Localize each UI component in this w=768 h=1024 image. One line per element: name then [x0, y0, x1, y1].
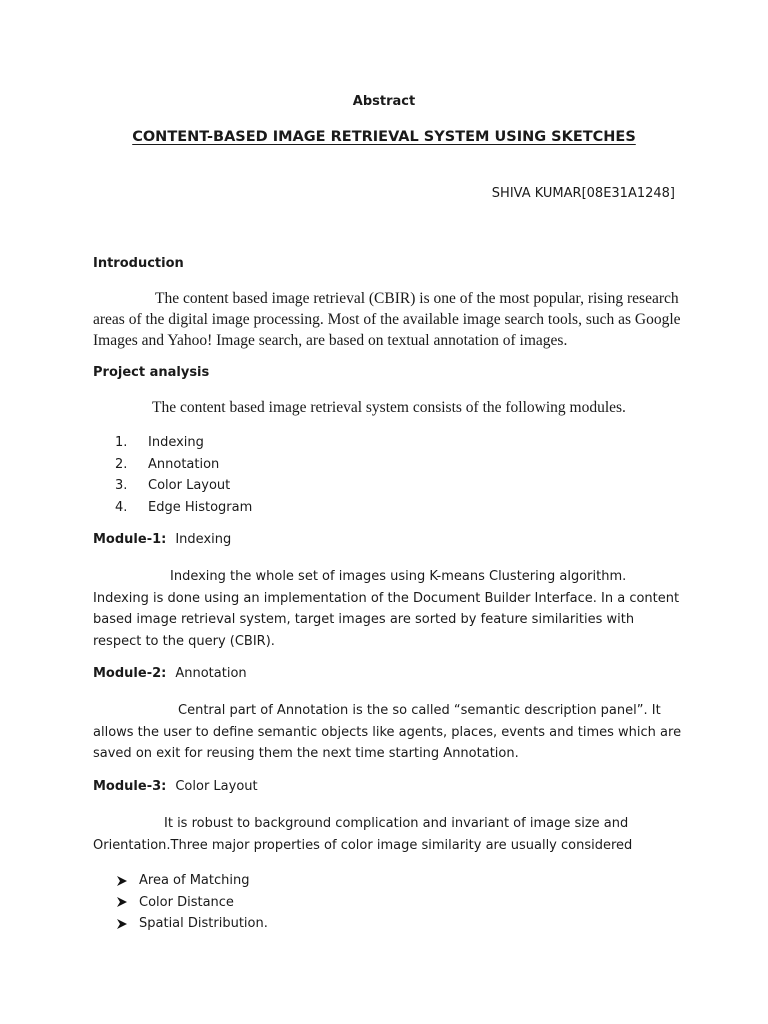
module-1-paragraph: Indexing the whole set of images using K-means Clustering algorithm. Indexing is done using an implementation of the Document Builder Interface. In a content based image retrieval system, target images are sorted by feature similarities with respect to the query (CBIR). [93, 569, 680, 649]
list-item: 1. Indexing [115, 435, 204, 450]
introduction-paragraph: The content based image retrieval (CBIR) is one of the most popular, rising research areas of the digital image processing. Most of the available image search tools, such as Google Images and Yahoo! Image search, are based on textual annotation of images. [93, 290, 681, 350]
arrow-bullet-icon [116, 875, 139, 887]
project-analysis-paragraph: The content based image retrieval system consists of the following modules. [152, 399, 626, 416]
module-1-heading: Module-1: Indexing [93, 532, 232, 547]
list-item: Area of Matching [116, 870, 268, 892]
project-analysis-heading: Project analysis [93, 365, 210, 380]
list-item: 4. Edge Histogram [115, 499, 253, 515]
list-item: 2. Annotation [115, 456, 220, 472]
introduction-heading: Introduction [93, 256, 184, 271]
arrow-bullet-icon [116, 918, 139, 930]
properties-list [116, 870, 268, 935]
author-line: SHIVA KUMAR[08E31A1248] [491, 186, 675, 201]
list-item: Color Distance [116, 892, 268, 914]
abstract-heading: Abstract [352, 94, 416, 109]
module-2-heading: Module-2: Annotation [93, 666, 247, 681]
arrow-bullet-icon [116, 896, 139, 908]
list-item: 3. Color Layout [115, 478, 231, 494]
document-title: CONTENT-BASED IMAGE RETRIEVAL SYSTEM USING SKETCHES [132, 129, 636, 145]
list-item: Spatial Distribution. [116, 913, 268, 935]
module-2-paragraph: Central part of Annotation is the so called “semantic description panel”. It allows the user to define semantic objects like agents, places, events and times which are saved on exit for reusing them the next time starting Annotation. [93, 703, 682, 761]
modules-list [93, 432, 252, 518]
module-3-paragraph: It is robust to background complication and invariant of image size and Orientation.Three major properties of color image similarity are usually considered [93, 816, 633, 853]
module-3-heading: Module-3: Color Layout [93, 779, 258, 794]
